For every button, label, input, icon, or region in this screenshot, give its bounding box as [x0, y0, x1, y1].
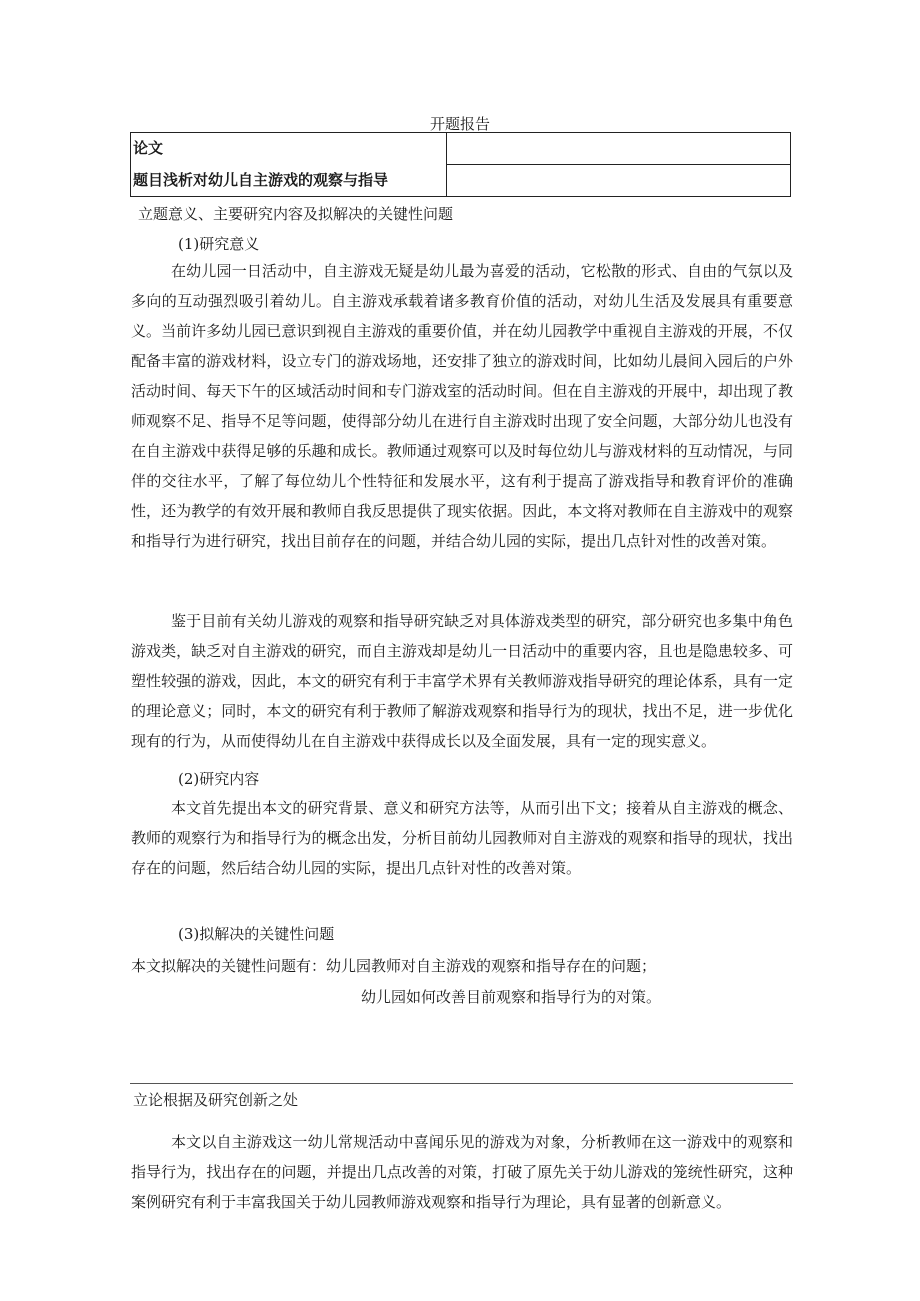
paragraph-innovation: 本文以自主游戏这一幼儿常规活动中喜闻乐见的游戏为对象，分析教师在这一游戏中的观察和指导行为，找出存在的问题，并提出几点改善的对策，打破了原先关于幼儿游戏的笼统性研究，这种案例研究有利于丰富我国关于幼儿园教师游戏观察和指导行为理论，具有显著的创新意义。	[131, 1133, 793, 1211]
paragraph-significance-2: 鉴于目前有关幼儿游戏的观察和指导研究缺乏对具体游戏类型的研究，部分研究也多集中角色游戏类，缺乏对自主游戏的研究，而自主游戏却是幼儿一日活动中的重要内容，且也是隐患较多、可塑性较强的游戏，因此，本文的研究有利于丰富学术界有关教师游戏指导研究的理论体系，具有一定的理论意义；同时，本文的研究有利于教师了解游戏观察和指导行为的现状，找出不足，进一步优化现有的行为，从而使得幼儿在自主游戏中获得成长以及全面发展，具有一定的现实意义。	[131, 612, 793, 750]
thesis-header-table	[130, 132, 791, 197]
document-title: 开题报告	[429, 115, 490, 133]
thesis-title-cell	[131, 133, 447, 196]
section-divider	[130, 1083, 793, 1084]
thesis-title: 题目浅析对幼儿自主游戏的观察与指导	[133, 171, 389, 189]
section-heading-2: 立论根据及研究创新之处	[133, 1091, 299, 1109]
subheading-key-problems: (3)拟解决的关键性问题	[178, 925, 335, 943]
key-problem-line-2: 幼儿园如何改善目前观察和指导行为的对策。	[361, 988, 662, 1006]
table-divider	[446, 164, 790, 165]
subheading-content: (2)研究内容	[178, 770, 260, 788]
paragraph-content: 本文首先提出本文的研究背景、意义和研究方法等，从而引出下文；接着从自主游戏的概念、教师的观察行为和指导行为的概念出发，分析目前幼儿园教师对自主游戏的观察和指导的现状，找出存在的问题，然后结合幼儿园的实际，提出几点针对性的改善对策。	[131, 799, 793, 877]
thesis-label: 论文	[133, 139, 164, 157]
paragraph-significance-1: 在幼儿园一日活动中，自主游戏无疑是幼儿最为喜爱的活动，它松散的形式、自由的气氛以及多向的互动强烈吸引着幼儿。自主游戏承载着诸多教育价值的活动，对幼儿生活及发展具有重要意义。当前许多幼儿园已意识到视自主游戏的重要价值，并在幼儿园教学中重视自主游戏的开展，不仅配备丰富的游戏材料，设立专门的游戏场地，还安排了独立的游戏时间，比如幼儿晨间入园后的户外活动时间、每天下午的区域活动时间和专门游戏室的活动时间。但在自主游戏的开展中，却出现了教师观察不足、指导不足等问题，使得部分幼儿在进行自主游戏时出现了安全问题，大部分幼儿也没有在自主游戏中获得足够的乐趣和成长。教师通过观察可以及时每位幼儿与游戏材料的互动情况，与同伴的交往水平，了解了每位幼儿个性特征和发展水平，这有利于提高了游戏指导和教育评价的准确性，还为教学的有效开展和教师自我反思提供了现实依据。因此，本文将对教师在自主游戏中的观察和指导行为进行研究，找出目前存在的问题，并结合幼儿园的实际，提出几点针对性的改善对策。	[131, 262, 793, 550]
key-problem-line-1: 本文拟解决的关键性问题有：幼儿园教师对自主游戏的观察和指导存在的问题；	[131, 957, 657, 975]
section-heading-1: 立题意义、主要研究内容及拟解决的关键性问题	[138, 205, 454, 223]
subheading-significance: (1)研究意义	[178, 235, 260, 253]
